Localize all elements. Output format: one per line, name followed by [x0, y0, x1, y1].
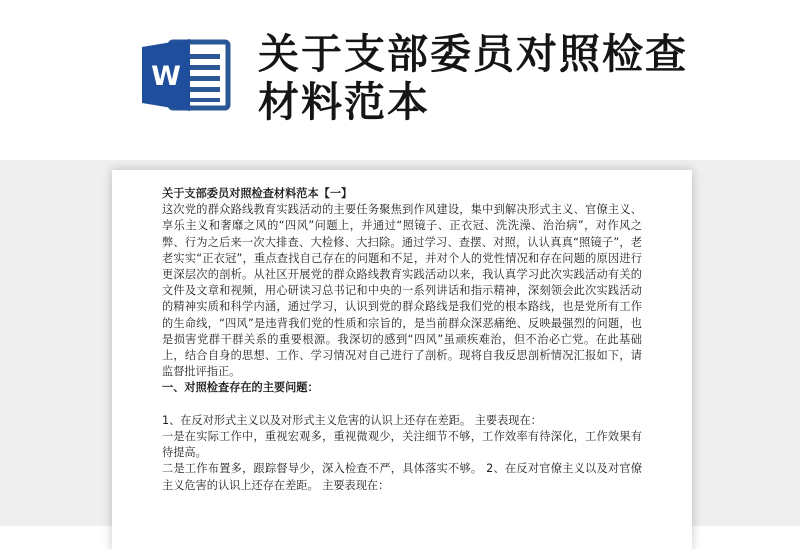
document-page [112, 170, 692, 550]
blank-line [162, 397, 642, 413]
document-heading: 关于支部委员对照检查材料范本【一】 [162, 187, 353, 200]
document-paragraph: 这次党的群众路线教育实践活动的主要任务聚焦到作风建设，集中到解决形式主义、官僚主义、享乐主义和奢靡之风的“四风”问题上，并通过“照镜子、正衣冠、洗洗澡、治治病”，对作风之弊、行为之后来一次大排查、大检修、大扫除。通过学习、查摆、对照，认认真真“照镜子”，老老实实“正衣冠”，重点查找自己存在的问题和不足，并对个人的党性情况和存在问题的原因进行更深层次的剖析。从社区开展党的群众路线教育实践活动以来，我认真学习此次实践活动有关的文件及文章和视频，用心研读习总书记和中央的一系列讲话和指示精神，深刻领会此次实践活动的精神实质和科学内涵，通过学习，认识到党的群众路线是我们党的根本路线，也是党所有工作的生命线，“四风”是违背我们党的性质和宗旨的，是当前群众深恶痛绝、反映最强烈的问题，也是损害党群干群关系的重要根源。我深切的感到“四风”虽顽疾难治，但不治必亡党。在此基础上，结合自身的思想、工作、学习情况对自己进行了剖析。现将自我反思剖析情况汇报如下，请监督批评指正。 [162, 203, 642, 379]
page-title: 关于支部委员对照检查材料范本 [258, 30, 688, 126]
section-heading: 一、对照检查存在的主要问题： [162, 381, 319, 395]
svg-text:W: W [151, 61, 181, 92]
header-banner [0, 0, 800, 160]
list-item: 1、在反对形式主义以及对形式主义危害的认识上还存在差距。 主要表现在： [162, 413, 542, 427]
word-document-icon [140, 36, 232, 114]
list-item: 二是工作布置多，跟踪督导少，深入检查不严，具体落实不够。 2、在反对官僚主义以及对官僚主义危害的认识上还存在差距。 主要表现在： [162, 462, 642, 492]
document-body [162, 186, 642, 494]
list-item: 一是在实际工作中，重视宏观多，重视微观少，关注细节不够，工作效率有待深化，工作效果有待提高。 [162, 430, 642, 460]
